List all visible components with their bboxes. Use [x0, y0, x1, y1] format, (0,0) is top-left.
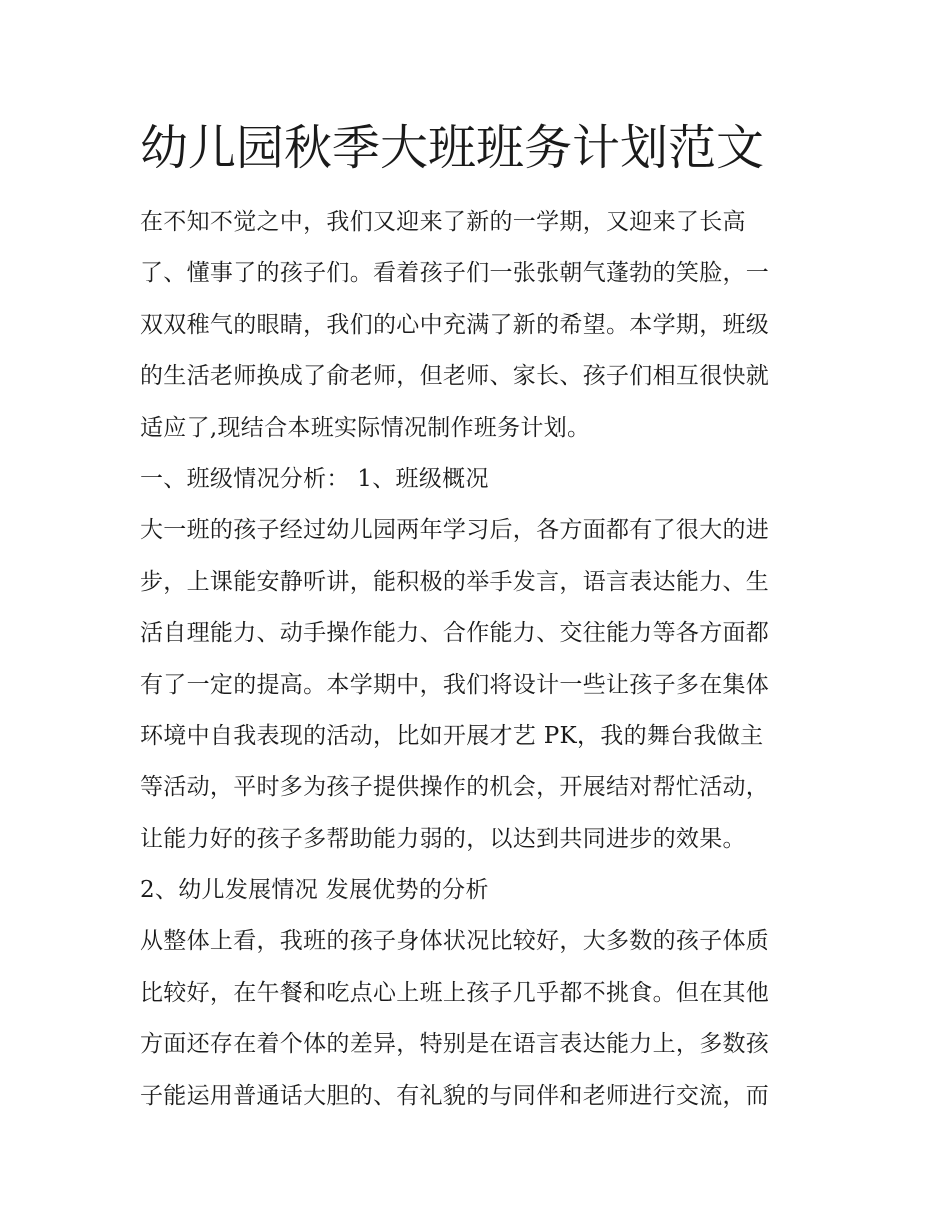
text-line: 环境中自我表现的活动，比如开展才艺 PK，我的舞台我做主 — [140, 722, 764, 749]
document-body — [140, 200, 820, 1125]
text-line: 的生活老师换成了俞老师，但老师、家长、孩子们相互很快就 — [140, 363, 770, 390]
text-line: 子能运用普通话大胆的、有礼貌的与同伴和老师进行交流，而 — [140, 1082, 770, 1109]
section-heading: 2、幼儿发展情况 发展优势的分析 — [140, 877, 489, 904]
text-line: 步，上课能安静听讲，能积极的举手发言，语言表达能力、生 — [140, 568, 770, 595]
text-line: 在不知不觉之中，我们又迎来了新的一学期，又迎来了长高 — [140, 209, 746, 235]
text-line: 双双稚气的眼睛，我们的心中充满了新的希望。本学期，班级 — [140, 311, 770, 338]
document-title: 幼儿园秋季大班班务计划范文 — [140, 120, 765, 176]
text-line: 等活动，平时多为孩子提供操作的机会，开展结对帮忙活动， — [140, 774, 770, 801]
text-line: 让能力好的孩子多帮助能力弱的，以达到共同进步的效果。 — [140, 825, 746, 852]
section-heading: 一、班级情况分析： 1、班级概况 — [140, 465, 489, 492]
text-line: 了、懂事了的孩子们。看着孩子们一张张朝气蓬勃的笑脸，一 — [140, 260, 770, 287]
text-line: 适应了,现结合本班实际情况制作班务计划。 — [140, 414, 591, 441]
text-line: 有了一定的提高。本学期中，我们将设计一些让孩子多在集体 — [140, 671, 770, 698]
text-line: 方面还存在着个体的差异，特别是在语言表达能力上，多数孩 — [140, 1031, 770, 1058]
text-line: 大一班的孩子经过幼儿园两年学习后，各方面都有了很大的进 — [140, 517, 770, 544]
text-line: 活自理能力、动手操作能力、合作能力、交往能力等各方面都 — [140, 620, 770, 647]
text-line: 比较好，在午餐和吃点心上班上孩子几乎都不挑食。但在其他 — [140, 979, 770, 1006]
text-line: 从整体上看，我班的孩子身体状况比较好，大多数的孩子体质 — [140, 928, 770, 955]
